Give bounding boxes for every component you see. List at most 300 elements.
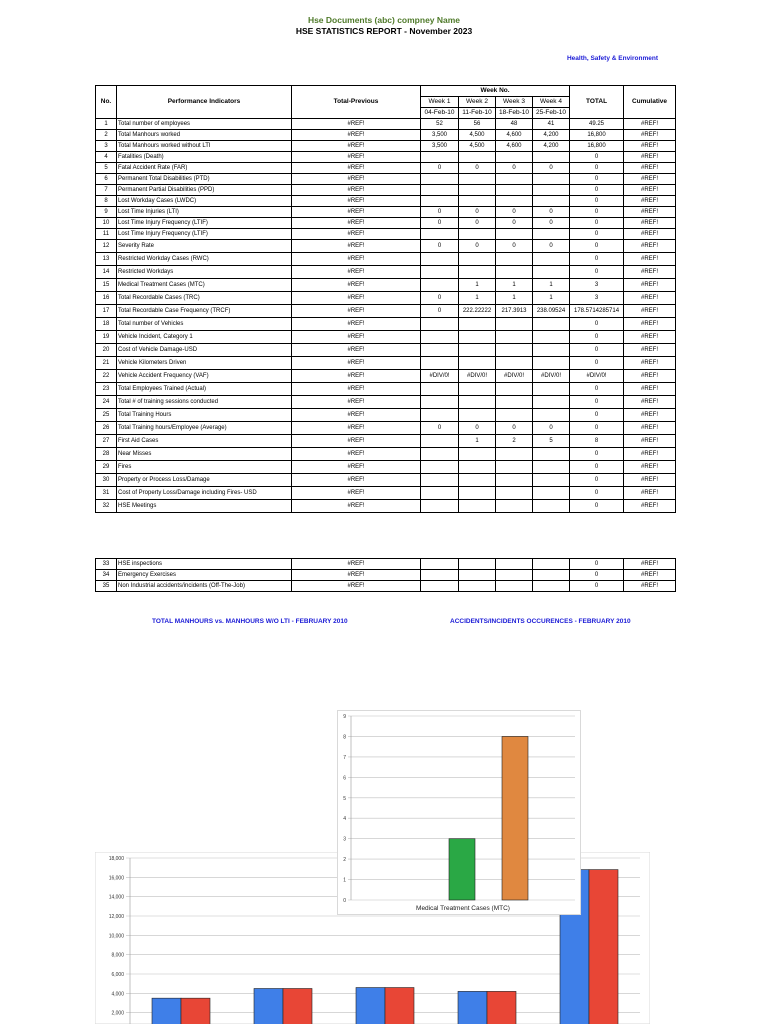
row-week-2: 0 xyxy=(459,207,496,218)
col-header-date-3: 18-Feb-10 xyxy=(496,108,533,119)
row-week-3: 0 xyxy=(496,240,533,253)
row-week-4: 0 xyxy=(533,422,570,435)
row-week-1: 0 xyxy=(421,422,459,435)
row-week-2 xyxy=(459,570,496,581)
row-week-3 xyxy=(496,253,533,266)
row-total: 0 xyxy=(570,253,624,266)
row-indicator: HSE Meetings xyxy=(117,500,292,513)
y-tick-label: 8,000 xyxy=(111,952,124,959)
row-indicator: Cost of Property Loss/Damage including Fires- USD xyxy=(117,487,292,500)
row-indicator: Total number of Vehicles xyxy=(117,318,292,331)
row-week-1 xyxy=(421,559,459,570)
row-week-3: 4,600 xyxy=(496,130,533,141)
row-week-2 xyxy=(459,196,496,207)
row-cumulative: #REF! xyxy=(624,163,676,174)
table-row xyxy=(96,559,676,570)
table-row xyxy=(96,305,676,318)
row-no: 33 xyxy=(96,559,117,570)
row-week-3: 0 xyxy=(496,218,533,229)
row-total: 3 xyxy=(570,292,624,305)
table-row xyxy=(96,240,676,253)
row-cumulative: #REF! xyxy=(624,279,676,292)
row-total-previous: #REF! xyxy=(292,344,421,357)
row-total-previous: #REF! xyxy=(292,305,421,318)
row-cumulative: #REF! xyxy=(624,266,676,279)
col-header-no: No. xyxy=(96,86,117,119)
row-cumulative: #REF! xyxy=(624,119,676,130)
col-header-week-no: Week No. xyxy=(421,86,570,97)
row-total: 0 xyxy=(570,185,624,196)
row-no: 9 xyxy=(96,207,117,218)
col-header-week-4: Week 4 xyxy=(533,97,570,108)
row-indicator: Vehicle Incident, Category 1 xyxy=(117,331,292,344)
row-total: 0 xyxy=(570,331,624,344)
row-week-3 xyxy=(496,581,533,592)
row-week-4: 238.09524 xyxy=(533,305,570,318)
row-no: 2 xyxy=(96,130,117,141)
row-week-4 xyxy=(533,357,570,370)
row-cumulative: #REF! xyxy=(624,409,676,422)
row-indicator: Lost Time Injury Frequency (LTIF) xyxy=(117,229,292,240)
row-week-4 xyxy=(533,409,570,422)
row-week-3: 1 xyxy=(496,279,533,292)
row-week-3: 2 xyxy=(496,435,533,448)
row-week-1: 0 xyxy=(421,305,459,318)
row-no: 28 xyxy=(96,448,117,461)
y-tick-label: 12,000 xyxy=(108,914,124,920)
row-week-2 xyxy=(459,185,496,196)
row-week-4: 0 xyxy=(533,207,570,218)
row-week-2: 222.22222 xyxy=(459,305,496,318)
row-week-1 xyxy=(421,357,459,370)
row-week-2: 56 xyxy=(459,119,496,130)
row-total-previous: #REF! xyxy=(292,570,421,581)
row-indicator: Total number of employees xyxy=(117,119,292,130)
row-total-previous: #REF! xyxy=(292,196,421,207)
table-row xyxy=(96,487,676,500)
row-indicator: Fires xyxy=(117,461,292,474)
row-indicator: Vehicle Kilometers Driven xyxy=(117,357,292,370)
row-total: 16,800 xyxy=(570,141,624,152)
y-tick-label: 6 xyxy=(343,775,346,782)
row-total: 0 xyxy=(570,240,624,253)
row-cumulative: #REF! xyxy=(624,383,676,396)
row-total: 0 xyxy=(570,163,624,174)
bar-series-2 xyxy=(283,989,312,1024)
row-week-3: 1 xyxy=(496,292,533,305)
row-week-1 xyxy=(421,581,459,592)
row-week-4 xyxy=(533,185,570,196)
row-indicator: Fatal Accident Rate (FAR) xyxy=(117,163,292,174)
row-week-4: 0 xyxy=(533,240,570,253)
table-row xyxy=(96,119,676,130)
row-week-4 xyxy=(533,500,570,513)
row-total-previous: #REF! xyxy=(292,279,421,292)
row-indicator: Vehicle Accident Frequency (VAF) xyxy=(117,370,292,383)
row-total-previous: #REF! xyxy=(292,185,421,196)
col-header-date-1: 04-Feb-10 xyxy=(421,108,459,119)
row-indicator: Permanent Partial Disabilities (PPD) xyxy=(117,185,292,196)
row-total-previous: #REF! xyxy=(292,229,421,240)
row-indicator: Emergency Exercises xyxy=(117,570,292,581)
row-week-4: 41 xyxy=(533,119,570,130)
row-indicator: Restricted Workdays xyxy=(117,266,292,279)
row-indicator: Permanent Total Disabilities (PTD) xyxy=(117,174,292,185)
table-row xyxy=(96,279,676,292)
row-week-1 xyxy=(421,570,459,581)
bar-series-3 xyxy=(502,736,528,900)
col-header-total-previous: Total-Previous xyxy=(292,86,421,119)
row-total-previous: #REF! xyxy=(292,435,421,448)
row-week-3 xyxy=(496,185,533,196)
row-total: 49.25 xyxy=(570,119,624,130)
row-cumulative: #REF! xyxy=(624,174,676,185)
row-no: 19 xyxy=(96,331,117,344)
row-week-1 xyxy=(421,318,459,331)
row-week-2 xyxy=(459,229,496,240)
row-week-4 xyxy=(533,253,570,266)
y-tick-label: 0 xyxy=(343,898,346,904)
table-row xyxy=(96,218,676,229)
row-week-3: 48 xyxy=(496,119,533,130)
row-week-1: 0 xyxy=(421,218,459,229)
row-week-3: 4,600 xyxy=(496,141,533,152)
row-week-3: 0 xyxy=(496,163,533,174)
row-indicator: Medical Treatment Cases (MTC) xyxy=(117,279,292,292)
row-week-3 xyxy=(496,229,533,240)
y-tick-label: 14,000 xyxy=(108,894,124,901)
row-week-3 xyxy=(496,570,533,581)
y-tick-label: 16,000 xyxy=(108,875,124,882)
row-week-1 xyxy=(421,266,459,279)
bar-series-2 xyxy=(487,991,516,1024)
row-no: 24 xyxy=(96,396,117,409)
row-week-3: 217.3913 xyxy=(496,305,533,318)
row-week-4 xyxy=(533,152,570,163)
row-week-3 xyxy=(496,174,533,185)
row-indicator: Near Misses xyxy=(117,448,292,461)
y-tick-label: 7 xyxy=(343,754,346,761)
row-week-2: 1 xyxy=(459,279,496,292)
manhours-chart-title: TOTAL MANHOURS vs. MANHOURS W/O LTI - FEBRUARY 2010 xyxy=(152,618,348,625)
row-week-4 xyxy=(533,448,570,461)
row-week-1 xyxy=(421,331,459,344)
row-week-4: 4,200 xyxy=(533,130,570,141)
row-no: 12 xyxy=(96,240,117,253)
row-no: 16 xyxy=(96,292,117,305)
row-cumulative: #REF! xyxy=(624,196,676,207)
row-week-1 xyxy=(421,448,459,461)
row-no: 21 xyxy=(96,357,117,370)
row-week-3: 0 xyxy=(496,422,533,435)
y-tick-label: 3 xyxy=(343,836,346,843)
row-cumulative: #REF! xyxy=(624,207,676,218)
row-no: 15 xyxy=(96,279,117,292)
company-name: Hse Documents (abc) compney Name xyxy=(307,15,461,25)
row-week-4 xyxy=(533,266,570,279)
row-week-2 xyxy=(459,581,496,592)
bar-series-2 xyxy=(181,998,210,1024)
row-total-previous: #REF! xyxy=(292,130,421,141)
row-week-2: 0 xyxy=(459,422,496,435)
y-tick-label: 1 xyxy=(343,877,346,884)
row-indicator: Restricted Workday Cases (RWC) xyxy=(117,253,292,266)
row-week-3 xyxy=(496,559,533,570)
row-week-1 xyxy=(421,174,459,185)
row-week-2 xyxy=(459,344,496,357)
table-row xyxy=(96,422,676,435)
row-indicator: Total Employees Trained (Actual) xyxy=(117,383,292,396)
row-week-3 xyxy=(496,152,533,163)
row-no: 30 xyxy=(96,474,117,487)
table-row xyxy=(96,141,676,152)
row-cumulative: #REF! xyxy=(624,218,676,229)
y-tick-label: 18,000 xyxy=(108,856,124,862)
row-total-previous: #REF! xyxy=(292,396,421,409)
row-no: 3 xyxy=(96,141,117,152)
row-total-previous: #REF! xyxy=(292,487,421,500)
row-total: 0 xyxy=(570,174,624,185)
row-cumulative: #REF! xyxy=(624,344,676,357)
row-week-1 xyxy=(421,279,459,292)
row-week-4 xyxy=(533,474,570,487)
row-total: 0 xyxy=(570,229,624,240)
row-total-previous: #REF! xyxy=(292,370,421,383)
col-header-total: TOTAL xyxy=(570,86,624,119)
row-week-1 xyxy=(421,229,459,240)
row-indicator: Total Manhours worked without LTI xyxy=(117,141,292,152)
table-row xyxy=(96,229,676,240)
row-cumulative: #REF! xyxy=(624,487,676,500)
row-no: 11 xyxy=(96,229,117,240)
row-no: 5 xyxy=(96,163,117,174)
col-header-week-3: Week 3 xyxy=(496,97,533,108)
row-no: 4 xyxy=(96,152,117,163)
row-indicator: Total Recordable Cases (TRC) xyxy=(117,292,292,305)
row-week-4 xyxy=(533,196,570,207)
row-total-previous: #REF! xyxy=(292,383,421,396)
row-indicator: Total Training hours/Employee (Average) xyxy=(117,422,292,435)
row-no: 1 xyxy=(96,119,117,130)
table-row xyxy=(96,292,676,305)
row-week-4 xyxy=(533,331,570,344)
table-row xyxy=(96,163,676,174)
row-total: 0 xyxy=(570,266,624,279)
row-total: 0 xyxy=(570,357,624,370)
row-total: 0 xyxy=(570,196,624,207)
row-indicator: Lost Time Injury Frequency (LTIF) xyxy=(117,218,292,229)
row-no: 27 xyxy=(96,435,117,448)
bar-series-1 xyxy=(356,988,385,1024)
row-total-previous: #REF! xyxy=(292,581,421,592)
row-total: 8 xyxy=(570,435,624,448)
row-total: 0 xyxy=(570,474,624,487)
row-cumulative: #REF! xyxy=(624,474,676,487)
table-row xyxy=(96,570,676,581)
row-indicator: Property or Process Loss/Damage xyxy=(117,474,292,487)
row-no: 8 xyxy=(96,196,117,207)
row-cumulative: #REF! xyxy=(624,570,676,581)
row-total-previous: #REF! xyxy=(292,174,421,185)
row-indicator: Non Industrial accidents/incidents (Off-The-Job) xyxy=(117,581,292,592)
y-tick-label: 4 xyxy=(343,816,346,823)
row-week-2 xyxy=(459,174,496,185)
row-no: 7 xyxy=(96,185,117,196)
row-no: 35 xyxy=(96,581,117,592)
row-cumulative: #REF! xyxy=(624,331,676,344)
row-total: 0 xyxy=(570,581,624,592)
table-row xyxy=(96,581,676,592)
row-week-3 xyxy=(496,357,533,370)
table-row xyxy=(96,185,676,196)
row-indicator: Lost Time Injuries (LTI) xyxy=(117,207,292,218)
row-week-2: 0 xyxy=(459,163,496,174)
table-row xyxy=(96,207,676,218)
row-week-1: 3,500 xyxy=(421,130,459,141)
row-week-1 xyxy=(421,196,459,207)
row-total-previous: #REF! xyxy=(292,461,421,474)
row-week-1: 3,500 xyxy=(421,141,459,152)
row-total-previous: #REF! xyxy=(292,240,421,253)
hse-statistics-table xyxy=(95,85,676,513)
row-week-3 xyxy=(496,396,533,409)
row-total-previous: #REF! xyxy=(292,292,421,305)
row-cumulative: #REF! xyxy=(624,240,676,253)
bar-series-2 xyxy=(449,839,475,900)
row-cumulative: #REF! xyxy=(624,141,676,152)
row-week-4 xyxy=(533,318,570,331)
table-row xyxy=(96,474,676,487)
row-week-4 xyxy=(533,174,570,185)
table-row xyxy=(96,461,676,474)
row-week-2 xyxy=(459,461,496,474)
row-week-2 xyxy=(459,500,496,513)
col-header-cumulative: Cumulative xyxy=(624,86,676,119)
row-no: 20 xyxy=(96,344,117,357)
row-week-1 xyxy=(421,409,459,422)
row-week-2: 4,500 xyxy=(459,141,496,152)
row-week-3 xyxy=(496,318,533,331)
row-total-previous: #REF! xyxy=(292,253,421,266)
row-week-3 xyxy=(496,266,533,279)
row-indicator: Severity Rate xyxy=(117,240,292,253)
row-cumulative: #REF! xyxy=(624,461,676,474)
row-cumulative: #REF! xyxy=(624,448,676,461)
row-cumulative: #REF! xyxy=(624,229,676,240)
table-row xyxy=(96,409,676,422)
row-cumulative: #REF! xyxy=(624,435,676,448)
row-total: 0 xyxy=(570,487,624,500)
row-indicator: Total # of training sessions conducted xyxy=(117,396,292,409)
row-cumulative: #REF! xyxy=(624,581,676,592)
row-no: 29 xyxy=(96,461,117,474)
row-week-1 xyxy=(421,461,459,474)
row-week-1: 52 xyxy=(421,119,459,130)
row-total: 0 xyxy=(570,218,624,229)
row-total: 0 xyxy=(570,396,624,409)
table-row xyxy=(96,383,676,396)
row-week-3 xyxy=(496,474,533,487)
row-week-2 xyxy=(459,396,496,409)
row-total-previous: #REF! xyxy=(292,448,421,461)
accidents-chart-title: ACCIDENTS/INCIDENTS OCCURENCES - FEBRUARY 2010 xyxy=(450,618,631,625)
row-cumulative: #REF! xyxy=(624,185,676,196)
row-week-1: #DIV/0! xyxy=(421,370,459,383)
row-week-2 xyxy=(459,266,496,279)
table-row xyxy=(96,152,676,163)
row-total-previous: #REF! xyxy=(292,266,421,279)
row-week-4 xyxy=(533,487,570,500)
row-week-3 xyxy=(496,487,533,500)
row-week-1 xyxy=(421,152,459,163)
row-week-4: 5 xyxy=(533,435,570,448)
row-week-4: 0 xyxy=(533,163,570,174)
row-week-4: 0 xyxy=(533,218,570,229)
row-total-previous: #REF! xyxy=(292,331,421,344)
row-week-2: 1 xyxy=(459,292,496,305)
row-no: 26 xyxy=(96,422,117,435)
row-no: 18 xyxy=(96,318,117,331)
row-cumulative: #REF! xyxy=(624,292,676,305)
row-cumulative: #REF! xyxy=(624,152,676,163)
row-cumulative: #REF! xyxy=(624,305,676,318)
row-total-previous: #REF! xyxy=(292,119,421,130)
table-row xyxy=(96,500,676,513)
row-week-2: 1 xyxy=(459,435,496,448)
row-indicator: Lost Workday Cases (LWDC) xyxy=(117,196,292,207)
row-week-1 xyxy=(421,474,459,487)
row-week-3: #DIV/0! xyxy=(496,370,533,383)
row-week-2 xyxy=(459,331,496,344)
row-total: 0 xyxy=(570,461,624,474)
row-no: 17 xyxy=(96,305,117,318)
row-week-3 xyxy=(496,461,533,474)
table-row xyxy=(96,396,676,409)
row-week-3: 0 xyxy=(496,207,533,218)
row-total: 0 xyxy=(570,559,624,570)
row-week-4: 1 xyxy=(533,292,570,305)
row-week-2 xyxy=(459,448,496,461)
row-cumulative: #REF! xyxy=(624,422,676,435)
row-week-1 xyxy=(421,435,459,448)
row-cumulative: #REF! xyxy=(624,130,676,141)
row-week-1 xyxy=(421,344,459,357)
row-cumulative: #REF! xyxy=(624,559,676,570)
hse-extra-table xyxy=(95,558,676,592)
row-week-4 xyxy=(533,344,570,357)
row-week-4 xyxy=(533,559,570,570)
bar-series-1 xyxy=(254,989,283,1024)
row-week-4 xyxy=(533,383,570,396)
table-row xyxy=(96,196,676,207)
row-week-2 xyxy=(459,474,496,487)
row-indicator: Fatalities (Death) xyxy=(117,152,292,163)
row-no: 23 xyxy=(96,383,117,396)
bar-series-1 xyxy=(152,998,181,1024)
row-cumulative: #REF! xyxy=(624,370,676,383)
row-indicator: First Aid Cases xyxy=(117,435,292,448)
table-row xyxy=(96,253,676,266)
row-week-4 xyxy=(533,581,570,592)
row-week-4: #DIV/0! xyxy=(533,370,570,383)
row-total-previous: #REF! xyxy=(292,141,421,152)
row-total-previous: #REF! xyxy=(292,218,421,229)
row-week-1 xyxy=(421,396,459,409)
row-week-2 xyxy=(459,318,496,331)
y-tick-label: 2,000 xyxy=(111,1010,124,1017)
y-tick-label: 5 xyxy=(343,795,346,802)
col-header-date-4: 25-Feb-10 xyxy=(533,108,570,119)
